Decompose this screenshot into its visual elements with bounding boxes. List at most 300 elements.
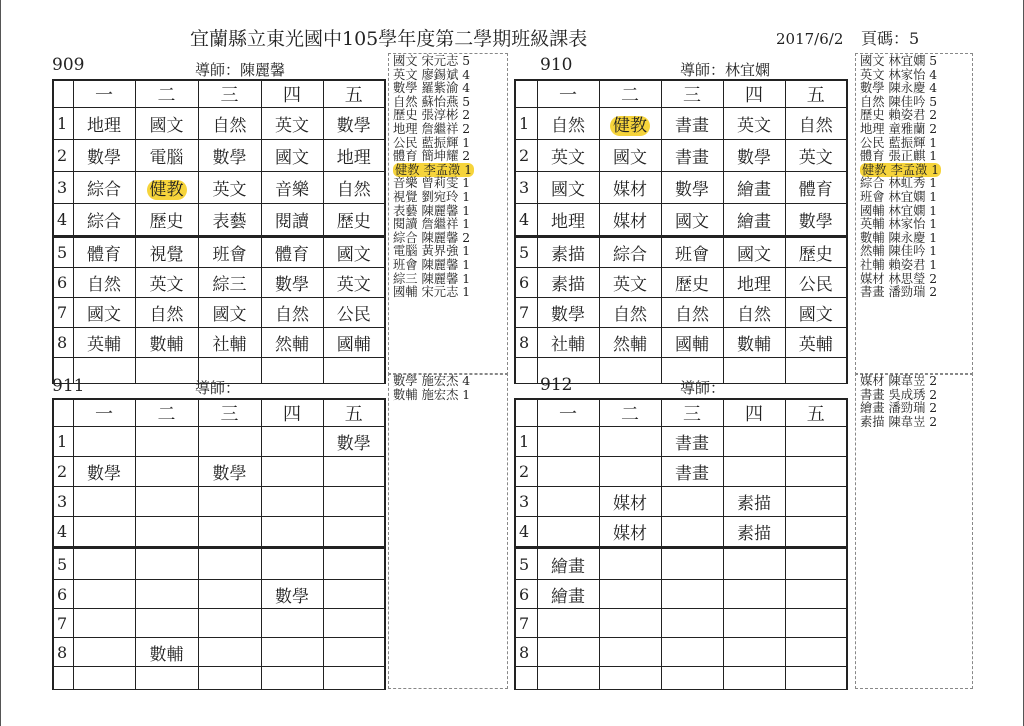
subject-cell: 國文 (599, 140, 661, 172)
weekday-header-row (53, 80, 385, 108)
subject-cell (261, 457, 323, 487)
period-row (515, 172, 847, 204)
weekday-header: 一 (73, 80, 135, 108)
period-number: 6 (53, 580, 73, 609)
subject-cell (723, 457, 785, 487)
subject-cell: 地理 (537, 204, 599, 237)
period-row (515, 457, 847, 487)
period-row (53, 328, 385, 358)
subject-cell: 數學 (723, 140, 785, 172)
period-number: 7 (515, 298, 537, 328)
subject-cell: 然輔 (261, 328, 323, 358)
subject-cell (323, 638, 385, 667)
period-number: 3 (515, 487, 537, 517)
subject-cell (785, 457, 847, 487)
subject-cell (661, 580, 723, 609)
period-row (515, 204, 847, 237)
subject-cell (198, 548, 261, 580)
subject-cell: 數學 (73, 140, 135, 172)
subject-cell: 自然 (785, 108, 847, 140)
blank-cell (53, 667, 73, 690)
teacher-entry: 電腦 黃界強 1 (393, 244, 471, 259)
subject-cell: 數學 (198, 457, 261, 487)
subject-cell: 英文 (537, 140, 599, 172)
subject-cell: 繪畫 (723, 172, 785, 204)
teacher-entry: 英文 林家怡 4 (860, 67, 938, 82)
subject-cell: 英文 (599, 268, 661, 298)
subject-cell: 表藝 (198, 204, 261, 237)
teacher-entry: 視覺 劉宛玲 1 (393, 189, 471, 204)
teacher-entry: 自然 陳佳吟 5 (860, 94, 938, 109)
blank-cell (599, 667, 661, 690)
subject-cell (785, 609, 847, 638)
subject-cell (261, 487, 323, 517)
subject-cell (599, 580, 661, 609)
subject-cell (261, 427, 323, 457)
subject-cell: 綜三 (198, 268, 261, 298)
period-row (515, 517, 847, 548)
subject-cell (135, 548, 198, 580)
period-number: 7 (53, 298, 73, 328)
subject-cell (785, 638, 847, 667)
weekday-header-row (515, 80, 847, 108)
period-number: 3 (53, 172, 73, 204)
teacher-entry: 媒材 林思瑩 2 (860, 271, 938, 286)
period-number: 2 (515, 140, 537, 172)
subject-cell: 地理 (723, 268, 785, 298)
period-number: 1 (53, 108, 73, 140)
subject-cell: 英文 (135, 268, 198, 298)
subject-cell (723, 548, 785, 580)
subject-cell: 國文 (261, 140, 323, 172)
weekday-header: 三 (198, 80, 261, 108)
teacher-entry: 書畫 吳成琇 2 (860, 387, 938, 402)
class-number: 911 (52, 376, 85, 396)
subject-cell (73, 487, 135, 517)
subject-cell (661, 487, 723, 517)
period-row (53, 609, 385, 638)
subject-cell: 社輔 (537, 328, 599, 358)
subject-cell: 自然 (537, 108, 599, 140)
blank-cell (135, 358, 198, 384)
teacher-entry: 地理 童雅蘭 2 (860, 121, 938, 136)
period-row (515, 487, 847, 517)
highlighted-teacher-entry: 健教 李孟澂 1 (862, 162, 940, 177)
subject-cell: 地理 (73, 108, 135, 140)
subject-cell (785, 427, 847, 457)
subject-cell (723, 580, 785, 609)
blank-cell (515, 667, 537, 690)
subject-cell (599, 427, 661, 457)
left-page-edge (0, 0, 1, 726)
period-row (515, 638, 847, 667)
blank-row (53, 667, 385, 690)
blank-cell (723, 358, 785, 384)
period-number: 1 (515, 427, 537, 457)
subject-cell: 素描 (537, 237, 599, 268)
subject-cell: 國文 (198, 298, 261, 328)
subject-cell (537, 517, 599, 548)
subject-cell (723, 427, 785, 457)
subject-cell: 自然 (261, 298, 323, 328)
period-number: 3 (515, 172, 537, 204)
subject-cell: 書畫 (661, 140, 723, 172)
print-date: 2017/6/2 (776, 30, 844, 48)
subject-cell (323, 457, 385, 487)
subject-cell: 英輔 (785, 328, 847, 358)
teacher-entry: 公民 藍振輝 1 (860, 135, 938, 150)
subject-cell: 綜合 (73, 172, 135, 204)
subject-cell (661, 517, 723, 548)
weekday-header: 一 (537, 399, 599, 427)
period-row (515, 140, 847, 172)
subject-cell (135, 172, 198, 204)
homeroom-teacher: 導師： (195, 379, 241, 397)
weekday-header: 五 (785, 80, 847, 108)
subject-cell: 數學 (261, 580, 323, 609)
teacher-list-909 (388, 53, 508, 375)
subject-cell: 英文 (785, 140, 847, 172)
subject-cell: 地理 (323, 140, 385, 172)
subject-cell: 素描 (723, 487, 785, 517)
subject-cell (537, 457, 599, 487)
teacher-entry: 地理 詹繼祥 2 (393, 121, 471, 136)
teacher-entry: 英文 廖錫斌 4 (393, 67, 471, 82)
subject-cell (135, 427, 198, 457)
teacher-entry: 綜合 陳麗馨 2 (393, 230, 471, 245)
weekday-header: 一 (537, 80, 599, 108)
period-row (53, 457, 385, 487)
teacher-entry: 綜合 林虹秀 1 (860, 176, 938, 191)
teacher-entry: 班會 林宜嫻 1 (860, 189, 938, 204)
homeroom-teacher: 導師： (680, 379, 726, 397)
weekday-header: 三 (198, 399, 261, 427)
subject-cell: 英文 (261, 108, 323, 140)
blank-cell (323, 667, 385, 690)
subject-cell: 自然 (73, 268, 135, 298)
period-number: 5 (515, 548, 537, 580)
subject-cell: 公民 (323, 298, 385, 328)
period-number: 4 (515, 517, 537, 548)
period-number: 8 (515, 638, 537, 667)
subject-cell: 書畫 (661, 427, 723, 457)
subject-cell: 綜合 (73, 204, 135, 237)
subject-cell (198, 517, 261, 548)
subject-cell: 歷史 (785, 237, 847, 268)
teacher-entry: 書畫 潘勁瑞 2 (860, 285, 938, 300)
subject-cell (785, 487, 847, 517)
weekday-header: 二 (135, 80, 198, 108)
subject-cell: 數輔 (135, 638, 198, 667)
weekday-header: 三 (661, 399, 723, 427)
homeroom-teacher: 導師：林宜嫻 (680, 61, 771, 79)
homeroom-teacher: 導師：陳麗馨 (195, 61, 286, 79)
period-number: 3 (53, 487, 73, 517)
period-row (515, 237, 847, 268)
subject-cell (599, 548, 661, 580)
corner-cell (515, 80, 537, 108)
weekday-header: 二 (135, 399, 198, 427)
subject-cell: 數學 (261, 268, 323, 298)
subject-cell (261, 609, 323, 638)
subject-cell: 媒材 (599, 172, 661, 204)
subject-cell: 書畫 (661, 457, 723, 487)
subject-cell: 數學 (323, 108, 385, 140)
teacher-entry: 閱讀 詹繼祥 1 (393, 217, 471, 232)
subject-cell: 英文 (723, 108, 785, 140)
teacher-entry: 班會 陳麗馨 1 (393, 257, 471, 272)
period-row (53, 487, 385, 517)
subject-cell (785, 517, 847, 548)
subject-cell (723, 638, 785, 667)
teacher-entry: 英輔 林家怡 1 (860, 217, 938, 232)
blank-cell (323, 358, 385, 384)
subject-cell (661, 609, 723, 638)
teacher-entry: 數學 施宏杰 4 (393, 374, 471, 388)
subject-cell (785, 580, 847, 609)
subject-cell: 媒材 (599, 204, 661, 237)
subject-cell: 數輔 (723, 328, 785, 358)
page-number: 頁碼：5 (861, 29, 920, 48)
subject-cell: 自然 (135, 298, 198, 328)
teacher-list-912 (855, 373, 973, 689)
teacher-entry: 國輔 林宜嫻 1 (860, 203, 938, 218)
subject-cell (73, 427, 135, 457)
timetable-909 (52, 79, 386, 384)
subject-cell: 數學 (323, 427, 385, 457)
teacher-entry: 媒材 陳韋岦 2 (860, 374, 938, 388)
weekday-header: 五 (323, 80, 385, 108)
weekday-header: 四 (723, 399, 785, 427)
subject-cell: 國文 (537, 172, 599, 204)
blank-cell (261, 358, 323, 384)
blank-cell (537, 667, 599, 690)
period-row (515, 609, 847, 638)
subject-cell (261, 548, 323, 580)
subject-cell: 繪畫 (537, 580, 599, 609)
period-number: 5 (53, 548, 73, 580)
weekday-header: 五 (323, 399, 385, 427)
subject-cell: 繪畫 (537, 548, 599, 580)
subject-cell (73, 517, 135, 548)
period-row (53, 140, 385, 172)
subject-cell (198, 638, 261, 667)
teacher-entry: 素描 陳韋岦 2 (860, 414, 938, 429)
subject-cell (323, 580, 385, 609)
period-row (53, 638, 385, 667)
period-row (515, 427, 847, 457)
weekday-header: 三 (661, 80, 723, 108)
subject-cell (135, 487, 198, 517)
subject-cell: 國文 (785, 298, 847, 328)
subject-cell (537, 638, 599, 667)
blank-cell (73, 667, 135, 690)
subject-cell: 班會 (198, 237, 261, 268)
blank-cell (661, 667, 723, 690)
teacher-entry: 然輔 陳佳吟 1 (860, 244, 938, 259)
subject-cell (537, 427, 599, 457)
weekday-header: 一 (73, 399, 135, 427)
subject-cell: 數學 (785, 204, 847, 237)
period-number: 2 (53, 140, 73, 172)
subject-cell (135, 580, 198, 609)
period-number: 4 (53, 204, 73, 237)
blank-cell (785, 667, 847, 690)
subject-cell: 自然 (323, 172, 385, 204)
period-number: 1 (515, 108, 537, 140)
subject-cell (723, 609, 785, 638)
subject-cell: 媒材 (599, 517, 661, 548)
class-number: 910 (540, 55, 573, 75)
teacher-list-911 (388, 373, 508, 689)
subject-cell: 自然 (599, 298, 661, 328)
weekday-header: 二 (599, 80, 661, 108)
subject-cell: 自然 (661, 298, 723, 328)
subject-cell: 體育 (261, 237, 323, 268)
subject-cell: 國文 (323, 237, 385, 268)
subject-cell (73, 638, 135, 667)
period-number: 2 (53, 457, 73, 487)
blank-cell (198, 667, 261, 690)
period-row (53, 298, 385, 328)
teacher-entry: 數輔 施宏杰 1 (393, 387, 471, 402)
subject-cell: 國文 (135, 108, 198, 140)
teacher-entry: 表藝 陳麗馨 1 (393, 203, 471, 218)
subject-cell: 書畫 (661, 108, 723, 140)
subject-cell: 數學 (73, 457, 135, 487)
subject-cell (198, 427, 261, 457)
teacher-entry: 公民 藍振輝 1 (393, 135, 471, 150)
period-row (53, 580, 385, 609)
weekday-header: 五 (785, 399, 847, 427)
period-number: 1 (53, 427, 73, 457)
subject-cell (599, 638, 661, 667)
period-number: 7 (515, 609, 537, 638)
subject-cell: 數學 (661, 172, 723, 204)
subject-cell (73, 609, 135, 638)
teacher-entry: 國輔 宋元志 1 (393, 285, 471, 300)
period-row (515, 548, 847, 580)
subject-cell: 歷史 (323, 204, 385, 237)
subject-cell (323, 609, 385, 638)
period-number: 8 (515, 328, 537, 358)
period-number: 7 (53, 609, 73, 638)
blank-cell (599, 358, 661, 384)
subject-cell: 綜合 (599, 237, 661, 268)
subject-cell: 體育 (73, 237, 135, 268)
subject-cell (599, 609, 661, 638)
period-number: 4 (515, 204, 537, 237)
period-row (53, 108, 385, 140)
teacher-entry: 國文 林宜嫻 5 (860, 54, 938, 68)
subject-cell (261, 638, 323, 667)
subject-cell: 英文 (198, 172, 261, 204)
teacher-entry: 歷史 賴姿君 2 (860, 108, 938, 123)
class-number: 909 (52, 55, 85, 75)
teacher-entry: 自然 蘇怡燕 5 (393, 94, 471, 109)
subject-cell (73, 548, 135, 580)
teacher-entry: 綜三 陳麗馨 1 (393, 271, 471, 286)
subject-cell: 社輔 (198, 328, 261, 358)
subject-cell: 國文 (723, 237, 785, 268)
subject-cell (135, 457, 198, 487)
weekday-header: 二 (599, 399, 661, 427)
period-row (515, 298, 847, 328)
subject-cell: 自然 (723, 298, 785, 328)
period-row (53, 172, 385, 204)
blank-cell (723, 667, 785, 690)
blank-cell (515, 358, 537, 384)
subject-cell: 視覺 (135, 237, 198, 268)
teacher-entry: 繪畫 潘勁瑞 2 (860, 401, 938, 416)
blank-cell (135, 667, 198, 690)
period-row (515, 268, 847, 298)
period-row (515, 328, 847, 358)
teacher-entry: 社輔 賴姿君 1 (860, 257, 938, 272)
weekday-header: 四 (723, 80, 785, 108)
subject-cell (323, 517, 385, 548)
teacher-entry: 體育 張正麒 1 (860, 149, 938, 164)
period-number: 4 (53, 517, 73, 548)
subject-cell: 班會 (661, 237, 723, 268)
subject-cell: 國輔 (661, 328, 723, 358)
teacher-entry: 體育 簡坤耀 2 (393, 149, 471, 164)
weekday-header-row (53, 399, 385, 427)
highlighted-teacher-entry: 健教 李孟澂 1 (395, 162, 473, 177)
subject-cell: 歷史 (661, 268, 723, 298)
blank-cell (261, 667, 323, 690)
period-row (53, 237, 385, 268)
subject-cell: 國文 (661, 204, 723, 237)
subject-cell (198, 487, 261, 517)
weekday-header: 四 (261, 399, 323, 427)
subject-cell: 電腦 (135, 140, 198, 172)
subject-cell (537, 609, 599, 638)
subject-cell: 英輔 (73, 328, 135, 358)
subject-cell: 英文 (323, 268, 385, 298)
subject-cell: 國輔 (323, 328, 385, 358)
subject-cell (661, 638, 723, 667)
subject-cell: 數學 (537, 298, 599, 328)
teacher-entry: 國文 宋元志 5 (393, 54, 471, 68)
subject-cell (785, 548, 847, 580)
subject-cell (73, 580, 135, 609)
subject-cell (135, 517, 198, 548)
subject-cell (261, 517, 323, 548)
period-row (515, 580, 847, 609)
corner-cell (53, 399, 73, 427)
teacher-entry: 數學 陳永慶 4 (860, 81, 938, 96)
subject-cell (599, 108, 661, 140)
period-row (53, 427, 385, 457)
period-number: 5 (53, 237, 73, 268)
subject-cell (537, 487, 599, 517)
subject-cell: 數輔 (135, 328, 198, 358)
period-row (53, 204, 385, 237)
timetable-911 (52, 398, 386, 690)
page-title: 宜蘭縣立東光國中105學年度第二學期班級課表 (190, 28, 588, 50)
teacher-list-910 (855, 53, 973, 375)
highlighted-subject: 健教 (147, 180, 187, 200)
subject-cell: 素描 (537, 268, 599, 298)
subject-cell (661, 548, 723, 580)
subject-cell: 媒材 (599, 487, 661, 517)
subject-cell (599, 457, 661, 487)
period-row (53, 548, 385, 580)
period-row (53, 517, 385, 548)
period-row (515, 108, 847, 140)
weekday-header-row (515, 399, 847, 427)
